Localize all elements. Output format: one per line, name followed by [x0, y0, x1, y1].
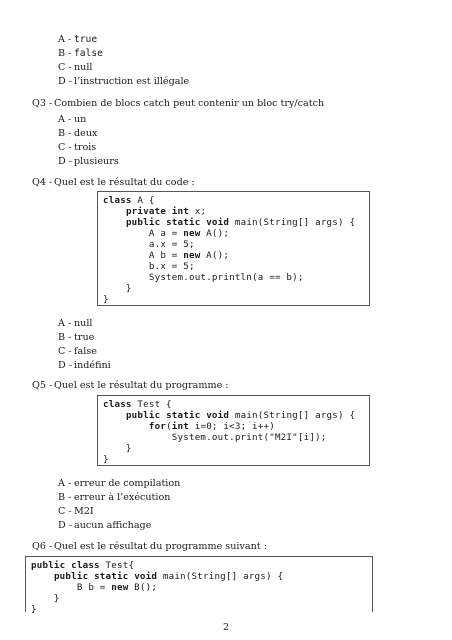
option-letter: A -: [58, 478, 72, 489]
option-text: indéfini: [74, 360, 111, 371]
option-text: trois: [74, 142, 97, 153]
option-text: erreur à l’exécution: [74, 492, 171, 503]
option-letter: A -: [58, 114, 72, 125]
option-letter: B -: [58, 128, 72, 139]
code-line: public class Test{: [31, 560, 135, 571]
option-text: l’instruction est illégale: [74, 76, 190, 87]
code-line: public static void main(String[] args) {: [125, 217, 356, 228]
option-letter: B -: [58, 48, 72, 59]
code-line: }: [31, 604, 37, 615]
option-letter: D -: [58, 520, 72, 531]
code-line: for(int i=0; i<3; i++): [148, 421, 275, 432]
code-line: System.out.println(a == b);: [103, 272, 304, 283]
code-block: [97, 395, 370, 466]
code-line: a.x = 5;: [103, 239, 195, 250]
option-letter: C -: [58, 62, 72, 73]
option-text: false: [74, 346, 97, 357]
code-line: public static void main(String[] args) {: [125, 410, 356, 421]
code-line: A b = new A();: [103, 250, 230, 261]
code-line: class A {: [103, 195, 155, 206]
code-block: [97, 191, 370, 306]
option-letter: A -: [58, 318, 72, 329]
option-text: null: [74, 62, 93, 73]
option-text: aucun affichage: [74, 520, 152, 531]
option-text: true: [74, 34, 98, 45]
question-text: Quel est le résultat du programme suivant :: [54, 541, 267, 552]
code-line: private int x;: [125, 206, 207, 217]
option-letter: C -: [58, 346, 72, 357]
option-letter: C -: [58, 506, 72, 517]
code-line: System.out.print("M2I"[i]);: [103, 432, 327, 443]
page-number: 2: [222, 622, 230, 633]
code-line: B b = new B();: [31, 582, 158, 593]
question-text: Combien de blocs catch peut contenir un bloc try/catch: [54, 98, 325, 109]
option-text: plusieurs: [74, 156, 119, 167]
option-letter: D -: [58, 360, 72, 371]
question-text: Quel est le résultat du code :: [54, 177, 195, 188]
option-letter: B -: [58, 332, 72, 343]
code-line: public static void main(String[] args) {: [53, 571, 284, 582]
option-text: erreur de compilation: [74, 478, 181, 489]
option-text: un: [74, 114, 87, 125]
question-number: Q4 -: [32, 177, 53, 188]
option-letter: C -: [58, 142, 72, 153]
code-line: A a = new A();: [103, 228, 230, 239]
option-text: false: [74, 48, 103, 59]
code-line: }: [103, 283, 132, 294]
code-line: }: [103, 443, 132, 454]
option-text: M2I: [74, 506, 94, 517]
question-text: Quel est le résultat du programme :: [54, 380, 229, 391]
option-text: true: [74, 332, 95, 343]
option-text: null: [74, 318, 93, 329]
option-letter: B -: [58, 492, 72, 503]
code-line: b.x = 5;: [103, 261, 195, 272]
option-text: deux: [74, 128, 98, 139]
code-line: }: [103, 294, 109, 305]
question-number: Q6 -: [32, 541, 53, 552]
question-number: Q5 -: [32, 380, 53, 391]
code-line: }: [31, 593, 60, 604]
code-line: class Test {: [103, 399, 172, 410]
code-block: [25, 556, 373, 615]
option-letter: D -: [58, 156, 72, 167]
option-letter: A -: [58, 34, 72, 45]
question-number: Q3 -: [32, 98, 53, 109]
code-line: }: [103, 454, 109, 465]
option-letter: D -: [58, 76, 72, 87]
